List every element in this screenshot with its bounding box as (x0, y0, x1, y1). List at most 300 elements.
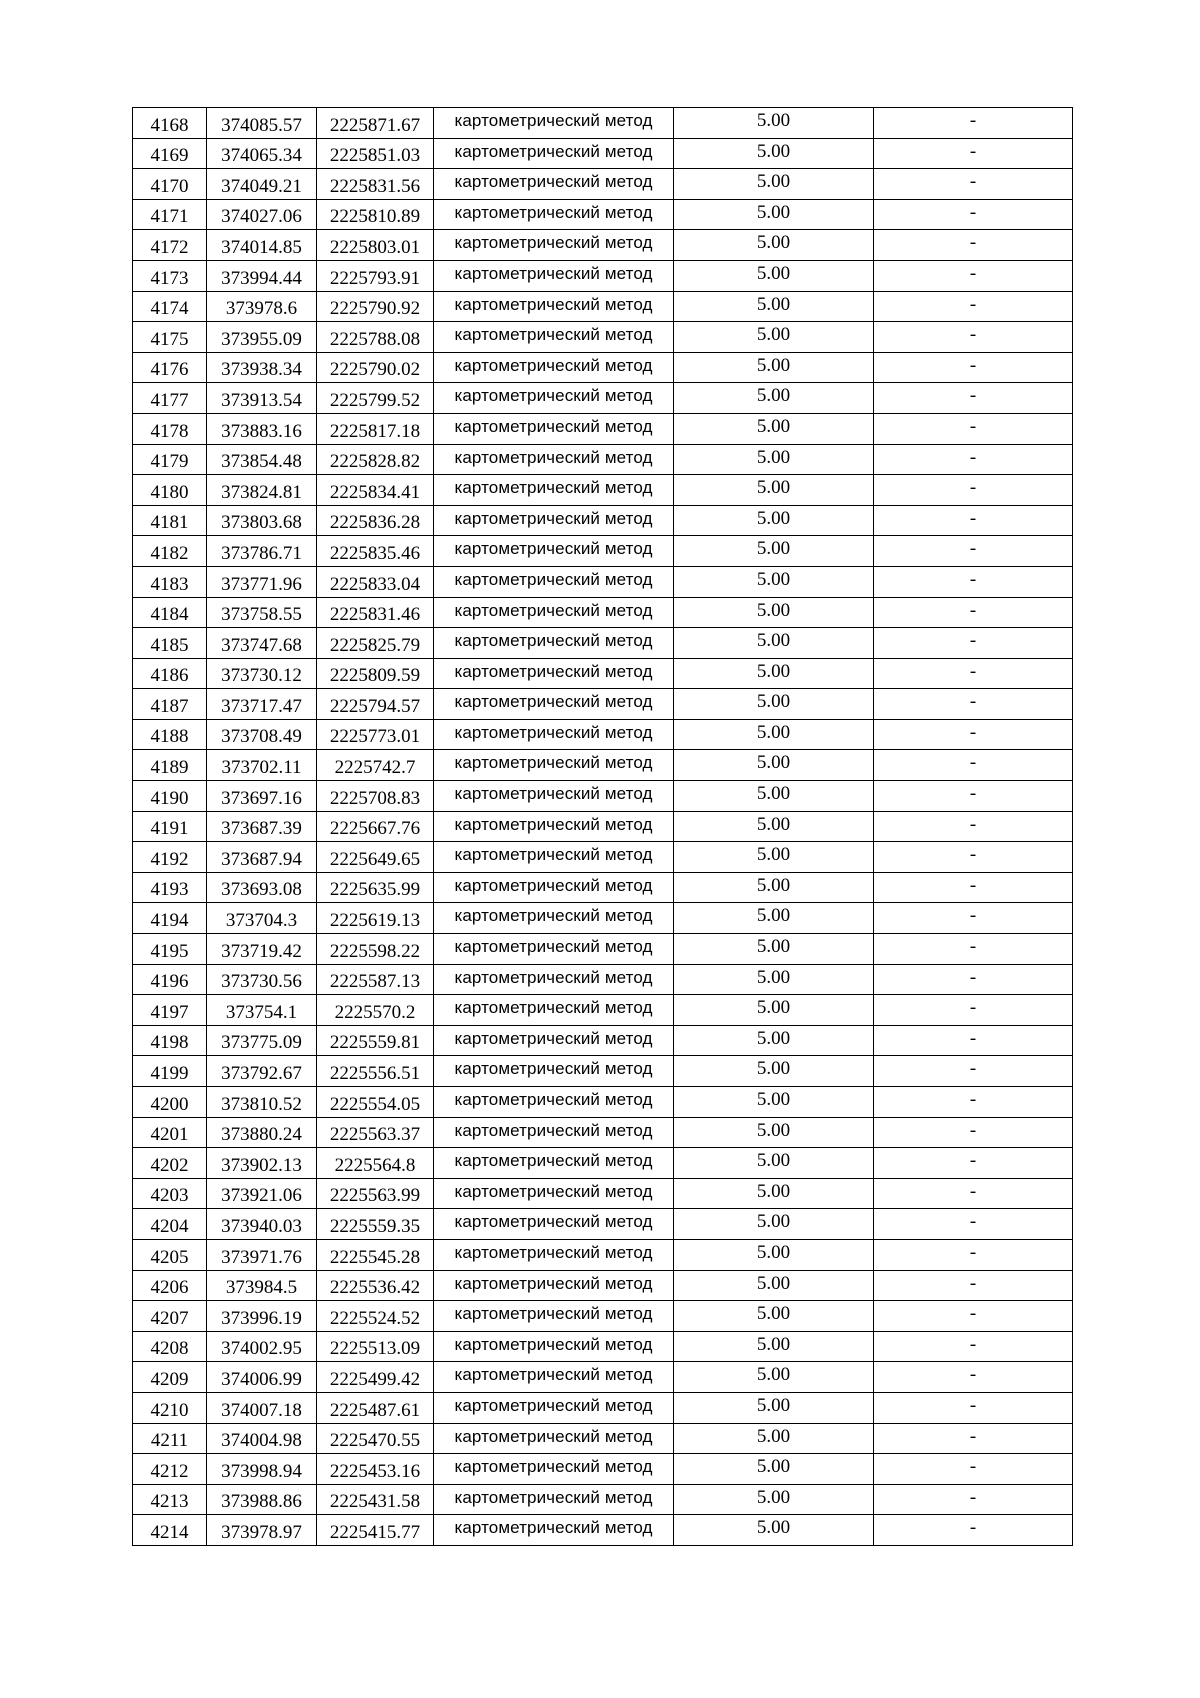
note-cell: - (874, 413, 1073, 444)
y-coordinate-cell: 2225587.13 (317, 964, 434, 995)
y-coordinate-cell: 2225708.83 (317, 781, 434, 812)
method-cell: картометрический метод (434, 322, 674, 353)
method-cell: картометрический метод (434, 628, 674, 659)
point-number-cell: 4200 (133, 1087, 207, 1118)
accuracy-cell: 5.00 (674, 872, 874, 903)
table-row (133, 1423, 1073, 1454)
table-row (133, 413, 1073, 444)
accuracy-cell: 5.00 (674, 1484, 874, 1515)
table-row (133, 291, 1073, 322)
y-coordinate-cell: 2225851.03 (317, 138, 434, 169)
note-cell: - (874, 536, 1073, 567)
y-coordinate-cell: 2225499.42 (317, 1362, 434, 1393)
method-cell: картометрический метод (434, 1484, 674, 1515)
note-cell: - (874, 1178, 1073, 1209)
accuracy-cell: 5.00 (674, 108, 874, 139)
y-coordinate-cell: 2225513.09 (317, 1331, 434, 1362)
table-row (133, 230, 1073, 261)
method-cell: картометрический метод (434, 475, 674, 506)
point-number-cell: 4173 (133, 260, 207, 291)
accuracy-cell: 5.00 (674, 138, 874, 169)
accuracy-cell: 5.00 (674, 1209, 874, 1240)
accuracy-cell: 5.00 (674, 444, 874, 475)
y-coordinate-cell: 2225667.76 (317, 811, 434, 842)
note-cell: - (874, 1025, 1073, 1056)
table-row (133, 475, 1073, 506)
method-cell: картометрический метод (434, 383, 674, 414)
table-row (133, 1515, 1073, 1546)
method-cell: картометрический метод (434, 536, 674, 567)
point-number-cell: 4178 (133, 413, 207, 444)
table-row (133, 1025, 1073, 1056)
x-coordinate-cell: 373758.55 (207, 597, 317, 628)
method-cell: картометрический метод (434, 138, 674, 169)
table-row (133, 1362, 1073, 1393)
method-cell: картометрический метод (434, 260, 674, 291)
method-cell: картометрический метод (434, 689, 674, 720)
table-row (133, 964, 1073, 995)
y-coordinate-cell: 2225825.79 (317, 628, 434, 659)
y-coordinate-cell: 2225788.08 (317, 322, 434, 353)
note-cell: - (874, 658, 1073, 689)
y-coordinate-cell: 2225536.42 (317, 1270, 434, 1301)
point-number-cell: 4214 (133, 1515, 207, 1546)
note-cell: - (874, 1392, 1073, 1423)
method-cell: картометрический метод (434, 934, 674, 965)
accuracy-cell: 5.00 (674, 1331, 874, 1362)
point-number-cell: 4196 (133, 964, 207, 995)
note-cell: - (874, 1423, 1073, 1454)
y-coordinate-cell: 2225431.58 (317, 1484, 434, 1515)
y-coordinate-cell: 2225833.04 (317, 566, 434, 597)
accuracy-cell: 5.00 (674, 781, 874, 812)
method-cell: картометрический метод (434, 1423, 674, 1454)
x-coordinate-cell: 374004.98 (207, 1423, 317, 1454)
method-cell: картометрический метод (434, 444, 674, 475)
note-cell: - (874, 872, 1073, 903)
y-coordinate-cell: 2225554.05 (317, 1087, 434, 1118)
note-cell: - (874, 230, 1073, 261)
note-cell: - (874, 260, 1073, 291)
x-coordinate-cell: 373971.76 (207, 1239, 317, 1270)
table-row (133, 842, 1073, 873)
note-cell: - (874, 505, 1073, 536)
accuracy-cell: 5.00 (674, 1301, 874, 1332)
method-cell: картометрический метод (434, 658, 674, 689)
x-coordinate-cell: 374014.85 (207, 230, 317, 261)
method-cell: картометрический метод (434, 230, 674, 261)
note-cell: - (874, 628, 1073, 659)
y-coordinate-cell: 2225487.61 (317, 1392, 434, 1423)
x-coordinate-cell: 373803.68 (207, 505, 317, 536)
accuracy-cell: 5.00 (674, 1117, 874, 1148)
point-number-cell: 4192 (133, 842, 207, 873)
table-row (133, 1454, 1073, 1485)
point-number-cell: 4189 (133, 750, 207, 781)
point-number-cell: 4177 (133, 383, 207, 414)
table-row (133, 352, 1073, 383)
table-row (133, 1209, 1073, 1240)
table-row (133, 872, 1073, 903)
accuracy-cell: 5.00 (674, 352, 874, 383)
y-coordinate-cell: 2225559.81 (317, 1025, 434, 1056)
y-coordinate-cell: 2225545.28 (317, 1239, 434, 1270)
note-cell: - (874, 108, 1073, 139)
method-cell: картометрический метод (434, 291, 674, 322)
accuracy-cell: 5.00 (674, 566, 874, 597)
note-cell: - (874, 138, 1073, 169)
accuracy-cell: 5.00 (674, 383, 874, 414)
point-number-cell: 4191 (133, 811, 207, 842)
accuracy-cell: 5.00 (674, 995, 874, 1026)
accuracy-cell: 5.00 (674, 1454, 874, 1485)
table-row (133, 108, 1073, 139)
y-coordinate-cell: 2225836.28 (317, 505, 434, 536)
y-coordinate-cell: 2225570.2 (317, 995, 434, 1026)
y-coordinate-cell: 2225828.82 (317, 444, 434, 475)
accuracy-cell: 5.00 (674, 597, 874, 628)
note-cell: - (874, 1515, 1073, 1546)
table-row (133, 1331, 1073, 1362)
x-coordinate-cell: 373996.19 (207, 1301, 317, 1332)
table-row (133, 260, 1073, 291)
method-cell: картометрический метод (434, 1025, 674, 1056)
accuracy-cell: 5.00 (674, 628, 874, 659)
point-number-cell: 4184 (133, 597, 207, 628)
method-cell: картометрический метод (434, 811, 674, 842)
table-row (133, 1148, 1073, 1179)
method-cell: картометрический метод (434, 1239, 674, 1270)
point-number-cell: 4185 (133, 628, 207, 659)
point-number-cell: 4169 (133, 138, 207, 169)
x-coordinate-cell: 373687.39 (207, 811, 317, 842)
x-coordinate-cell: 373938.34 (207, 352, 317, 383)
y-coordinate-cell: 2225470.55 (317, 1423, 434, 1454)
y-coordinate-cell: 2225453.16 (317, 1454, 434, 1485)
note-cell: - (874, 444, 1073, 475)
point-number-cell: 4198 (133, 1025, 207, 1056)
y-coordinate-cell: 2225598.22 (317, 934, 434, 965)
y-coordinate-cell: 2225871.67 (317, 108, 434, 139)
table-row (133, 1484, 1073, 1515)
x-coordinate-cell: 374049.21 (207, 169, 317, 200)
point-number-cell: 4168 (133, 108, 207, 139)
method-cell: картометрический метод (434, 597, 674, 628)
y-coordinate-cell: 2225559.35 (317, 1209, 434, 1240)
note-cell: - (874, 199, 1073, 230)
method-cell: картометрический метод (434, 1392, 674, 1423)
y-coordinate-cell: 2225809.59 (317, 658, 434, 689)
table-row (133, 689, 1073, 720)
point-number-cell: 4199 (133, 1056, 207, 1087)
point-number-cell: 4201 (133, 1117, 207, 1148)
y-coordinate-cell: 2225834.41 (317, 475, 434, 506)
accuracy-cell: 5.00 (674, 1423, 874, 1454)
method-cell: картометрический метод (434, 108, 674, 139)
table-row (133, 138, 1073, 169)
table-row (133, 169, 1073, 200)
y-coordinate-cell: 2225835.46 (317, 536, 434, 567)
x-coordinate-cell: 373921.06 (207, 1178, 317, 1209)
table-row (133, 903, 1073, 934)
point-number-cell: 4180 (133, 475, 207, 506)
point-number-cell: 4205 (133, 1239, 207, 1270)
note-cell: - (874, 1148, 1073, 1179)
y-coordinate-cell: 2225564.8 (317, 1148, 434, 1179)
method-cell: картометрический метод (434, 719, 674, 750)
table-row (133, 1056, 1073, 1087)
x-coordinate-cell: 373775.09 (207, 1025, 317, 1056)
note-cell: - (874, 169, 1073, 200)
table-row (133, 536, 1073, 567)
point-number-cell: 4207 (133, 1301, 207, 1332)
point-number-cell: 4172 (133, 230, 207, 261)
method-cell: картометрический метод (434, 413, 674, 444)
x-coordinate-cell: 373719.42 (207, 934, 317, 965)
note-cell: - (874, 1056, 1073, 1087)
note-cell: - (874, 811, 1073, 842)
x-coordinate-cell: 373702.11 (207, 750, 317, 781)
x-coordinate-cell: 373913.54 (207, 383, 317, 414)
table-row (133, 1301, 1073, 1332)
y-coordinate-cell: 2225793.91 (317, 260, 434, 291)
note-cell: - (874, 1209, 1073, 1240)
y-coordinate-cell: 2225563.99 (317, 1178, 434, 1209)
point-number-cell: 4202 (133, 1148, 207, 1179)
note-cell: - (874, 291, 1073, 322)
note-cell: - (874, 1362, 1073, 1393)
method-cell: картометрический метод (434, 1270, 674, 1301)
y-coordinate-cell: 2225810.89 (317, 199, 434, 230)
method-cell: картометрический метод (434, 1209, 674, 1240)
method-cell: картометрический метод (434, 872, 674, 903)
point-number-cell: 4175 (133, 322, 207, 353)
accuracy-cell: 5.00 (674, 1392, 874, 1423)
point-number-cell: 4181 (133, 505, 207, 536)
x-coordinate-cell: 373854.48 (207, 444, 317, 475)
point-number-cell: 4203 (133, 1178, 207, 1209)
point-number-cell: 4211 (133, 1423, 207, 1454)
y-coordinate-cell: 2225649.65 (317, 842, 434, 873)
x-coordinate-cell: 373880.24 (207, 1117, 317, 1148)
note-cell: - (874, 322, 1073, 353)
y-coordinate-cell: 2225415.77 (317, 1515, 434, 1546)
accuracy-cell: 5.00 (674, 1515, 874, 1546)
y-coordinate-cell: 2225742.7 (317, 750, 434, 781)
table-row (133, 1178, 1073, 1209)
note-cell: - (874, 1270, 1073, 1301)
point-number-cell: 4183 (133, 566, 207, 597)
point-number-cell: 4171 (133, 199, 207, 230)
table-row (133, 811, 1073, 842)
table-row (133, 995, 1073, 1026)
accuracy-cell: 5.00 (674, 964, 874, 995)
note-cell: - (874, 842, 1073, 873)
method-cell: картометрический метод (434, 903, 674, 934)
x-coordinate-cell: 373978.97 (207, 1515, 317, 1546)
method-cell: картометрический метод (434, 352, 674, 383)
method-cell: картометрический метод (434, 199, 674, 230)
x-coordinate-cell: 373955.09 (207, 322, 317, 353)
x-coordinate-cell: 373824.81 (207, 475, 317, 506)
accuracy-cell: 5.00 (674, 230, 874, 261)
point-number-cell: 4176 (133, 352, 207, 383)
accuracy-cell: 5.00 (674, 199, 874, 230)
method-cell: картометрический метод (434, 1148, 674, 1179)
x-coordinate-cell: 373708.49 (207, 719, 317, 750)
accuracy-cell: 5.00 (674, 536, 874, 567)
x-coordinate-cell: 373810.52 (207, 1087, 317, 1118)
accuracy-cell: 5.00 (674, 689, 874, 720)
table-row (133, 750, 1073, 781)
method-cell: картометрический метод (434, 1515, 674, 1546)
note-cell: - (874, 566, 1073, 597)
accuracy-cell: 5.00 (674, 505, 874, 536)
x-coordinate-cell: 373988.86 (207, 1484, 317, 1515)
method-cell: картометрический метод (434, 995, 674, 1026)
table-row (133, 658, 1073, 689)
note-cell: - (874, 1484, 1073, 1515)
y-coordinate-cell: 2225794.57 (317, 689, 434, 720)
method-cell: картометрический метод (434, 566, 674, 597)
method-cell: картометрический метод (434, 964, 674, 995)
y-coordinate-cell: 2225803.01 (317, 230, 434, 261)
note-cell: - (874, 903, 1073, 934)
y-coordinate-cell: 2225563.37 (317, 1117, 434, 1148)
accuracy-cell: 5.00 (674, 169, 874, 200)
note-cell: - (874, 750, 1073, 781)
point-number-cell: 4187 (133, 689, 207, 720)
accuracy-cell: 5.00 (674, 1178, 874, 1209)
x-coordinate-cell: 373754.1 (207, 995, 317, 1026)
table-row (133, 1270, 1073, 1301)
x-coordinate-cell: 374085.57 (207, 108, 317, 139)
note-cell: - (874, 475, 1073, 506)
x-coordinate-cell: 374027.06 (207, 199, 317, 230)
note-cell: - (874, 964, 1073, 995)
note-cell: - (874, 383, 1073, 414)
x-coordinate-cell: 373786.71 (207, 536, 317, 567)
method-cell: картометрический метод (434, 1362, 674, 1393)
x-coordinate-cell: 373902.13 (207, 1148, 317, 1179)
method-cell: картометрический метод (434, 1117, 674, 1148)
method-cell: картометрический метод (434, 169, 674, 200)
note-cell: - (874, 1087, 1073, 1118)
note-cell: - (874, 719, 1073, 750)
x-coordinate-cell: 373704.3 (207, 903, 317, 934)
point-number-cell: 4194 (133, 903, 207, 934)
accuracy-cell: 5.00 (674, 719, 874, 750)
accuracy-cell: 5.00 (674, 750, 874, 781)
accuracy-cell: 5.00 (674, 260, 874, 291)
accuracy-cell: 5.00 (674, 322, 874, 353)
accuracy-cell: 5.00 (674, 1270, 874, 1301)
accuracy-cell: 5.00 (674, 842, 874, 873)
note-cell: - (874, 689, 1073, 720)
point-number-cell: 4210 (133, 1392, 207, 1423)
point-number-cell: 4174 (133, 291, 207, 322)
point-number-cell: 4182 (133, 536, 207, 567)
note-cell: - (874, 995, 1073, 1026)
point-number-cell: 4204 (133, 1209, 207, 1240)
point-number-cell: 4208 (133, 1331, 207, 1362)
x-coordinate-cell: 373687.94 (207, 842, 317, 873)
method-cell: картометрический метод (434, 842, 674, 873)
coordinates-table-body (133, 108, 1073, 1546)
x-coordinate-cell: 374065.34 (207, 138, 317, 169)
method-cell: картометрический метод (434, 1454, 674, 1485)
point-number-cell: 4212 (133, 1454, 207, 1485)
y-coordinate-cell: 2225619.13 (317, 903, 434, 934)
note-cell: - (874, 1331, 1073, 1362)
note-cell: - (874, 352, 1073, 383)
table-row (133, 505, 1073, 536)
table-row (133, 934, 1073, 965)
accuracy-cell: 5.00 (674, 1025, 874, 1056)
point-number-cell: 4213 (133, 1484, 207, 1515)
x-coordinate-cell: 373697.16 (207, 781, 317, 812)
y-coordinate-cell: 2225799.52 (317, 383, 434, 414)
accuracy-cell: 5.00 (674, 903, 874, 934)
x-coordinate-cell: 373883.16 (207, 413, 317, 444)
accuracy-cell: 5.00 (674, 1362, 874, 1393)
y-coordinate-cell: 2225635.99 (317, 872, 434, 903)
note-cell: - (874, 1301, 1073, 1332)
coordinates-table (132, 107, 1073, 1546)
method-cell: картометрический метод (434, 1087, 674, 1118)
method-cell: картометрический метод (434, 781, 674, 812)
point-number-cell: 4197 (133, 995, 207, 1026)
accuracy-cell: 5.00 (674, 475, 874, 506)
point-number-cell: 4170 (133, 169, 207, 200)
x-coordinate-cell: 374002.95 (207, 1331, 317, 1362)
note-cell: - (874, 597, 1073, 628)
x-coordinate-cell: 374006.99 (207, 1362, 317, 1393)
table-row (133, 1392, 1073, 1423)
x-coordinate-cell: 373730.12 (207, 658, 317, 689)
point-number-cell: 4186 (133, 658, 207, 689)
method-cell: картометрический метод (434, 1331, 674, 1362)
x-coordinate-cell: 373792.67 (207, 1056, 317, 1087)
point-number-cell: 4209 (133, 1362, 207, 1393)
x-coordinate-cell: 373730.56 (207, 964, 317, 995)
y-coordinate-cell: 2225790.92 (317, 291, 434, 322)
y-coordinate-cell: 2225790.02 (317, 352, 434, 383)
table-row (133, 322, 1073, 353)
table-row (133, 383, 1073, 414)
table-row (133, 566, 1073, 597)
x-coordinate-cell: 373717.47 (207, 689, 317, 720)
point-number-cell: 4193 (133, 872, 207, 903)
table-row (133, 1117, 1073, 1148)
table-row (133, 628, 1073, 659)
table-row (133, 719, 1073, 750)
point-number-cell: 4190 (133, 781, 207, 812)
x-coordinate-cell: 373693.08 (207, 872, 317, 903)
accuracy-cell: 5.00 (674, 1056, 874, 1087)
y-coordinate-cell: 2225817.18 (317, 413, 434, 444)
x-coordinate-cell: 373771.96 (207, 566, 317, 597)
table-row (133, 597, 1073, 628)
x-coordinate-cell: 373994.44 (207, 260, 317, 291)
y-coordinate-cell: 2225831.46 (317, 597, 434, 628)
table-row (133, 781, 1073, 812)
method-cell: картометрический метод (434, 1056, 674, 1087)
accuracy-cell: 5.00 (674, 658, 874, 689)
accuracy-cell: 5.00 (674, 413, 874, 444)
accuracy-cell: 5.00 (674, 811, 874, 842)
accuracy-cell: 5.00 (674, 1087, 874, 1118)
